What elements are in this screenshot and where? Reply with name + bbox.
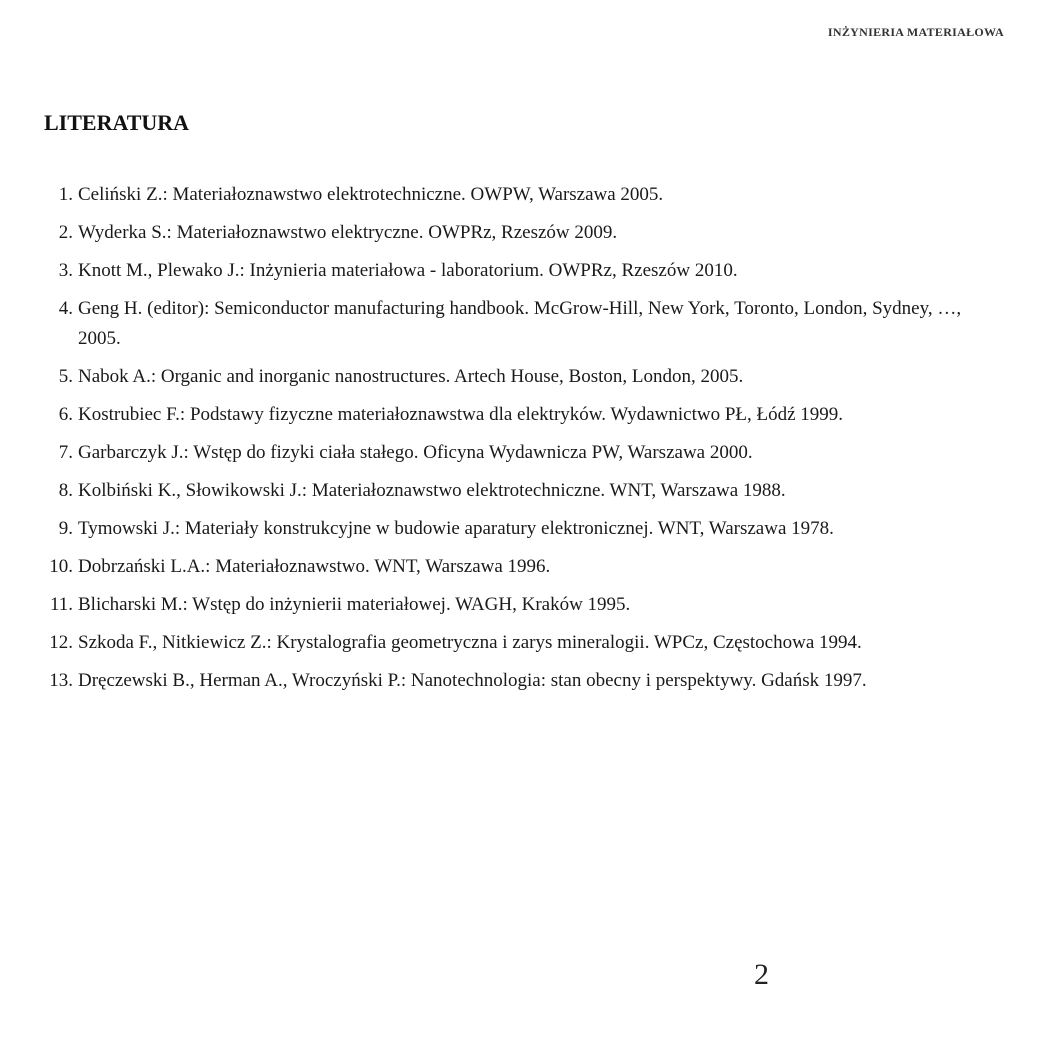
reference-text: Tymowski J.: Materiały konstrukcyjne w budowie aparatury elektronicznej. WNT, Warszawa 1978. — [78, 518, 834, 539]
reference-number: 12. — [49, 632, 73, 653]
reference-number: 5. — [58, 366, 73, 387]
reference-item — [0, 628, 1000, 658]
reference-text: Blicharski M.: Wstęp do inżynierii materiałowej. WAGH, Kraków 1995. — [78, 594, 631, 615]
reference-number: 8. — [58, 480, 73, 501]
reference-text: Knott M., Plewako J.: Inżynieria materiałowa - laboratorium. OWPRz, Rzeszów 2010. — [78, 260, 738, 281]
reference-text: Dobrzański L.A.: Materiałoznawstwo. WNT, Warszawa 1996. — [78, 556, 551, 577]
reference-number: 13. — [49, 670, 73, 691]
reference-text: Garbarczyk J.: Wstęp do fizyki ciała stałego. Oficyna Wydawnicza PW, Warszawa 2000. — [78, 442, 753, 463]
reference-item — [0, 256, 1000, 286]
reference-list — [0, 180, 1000, 704]
reference-number: 6. — [58, 404, 73, 425]
reference-number: 4. — [58, 298, 73, 319]
reference-item — [0, 514, 1000, 544]
reference-item — [0, 476, 1000, 506]
reference-item — [0, 400, 1000, 430]
reference-item — [0, 666, 1000, 696]
reference-text: Kostrubiec F.: Podstawy fizyczne materiałoznawstwa dla elektryków. Wydawnictwo PŁ, Łódź 1999. — [78, 404, 844, 425]
reference-number: 1. — [58, 184, 73, 205]
reference-number: 2. — [58, 222, 73, 243]
reference-item — [0, 180, 1000, 210]
reference-item — [0, 362, 1000, 392]
reference-item — [0, 294, 1000, 354]
reference-text: Wyderka S.: Materiałoznawstwo elektryczne. OWPRz, Rzeszów 2009. — [78, 222, 618, 243]
reference-text: Celiński Z.: Materiałoznawstwo elektrotechniczne. OWPW, Warszawa 2005. — [78, 184, 664, 205]
reference-item — [0, 552, 1000, 582]
reference-number: 9. — [58, 518, 73, 539]
section-title: LITERATURA — [44, 110, 190, 135]
reference-text: Szkoda F., Nitkiewicz Z.: Krystalografia geometryczna i zarys mineralogii. WPCz, Częstochowa 1994. — [78, 632, 862, 653]
reference-number: 11. — [49, 594, 73, 615]
page-number: 2 — [754, 958, 769, 991]
reference-item — [0, 218, 1000, 248]
running-header: INŻYNIERIA MATERIAŁOWA — [827, 25, 1004, 39]
reference-text: Kolbiński K., Słowikowski J.: Materiałoznawstwo elektrotechniczne. WNT, Warszawa 1988. — [78, 480, 786, 501]
reference-number: 7. — [58, 442, 73, 463]
reference-text: Nabok A.: Organic and inorganic nanostructures. Artech House, Boston, London, 2005. — [78, 366, 744, 387]
reference-number: 10. — [49, 556, 73, 577]
reference-number: 3. — [58, 260, 73, 281]
reference-text: Dręczewski B., Herman A., Wroczyński P.: Nanotechnologia: stan obecny i perspektywy. Gdańsk 1997. — [78, 670, 867, 691]
reference-text: Geng H. (editor): Semiconductor manufacturing handbook. McGrow-Hill, New York, Toronto, London, Sydney, …, 2005. — [78, 298, 962, 349]
reference-item — [0, 590, 1000, 620]
reference-item — [0, 438, 1000, 468]
